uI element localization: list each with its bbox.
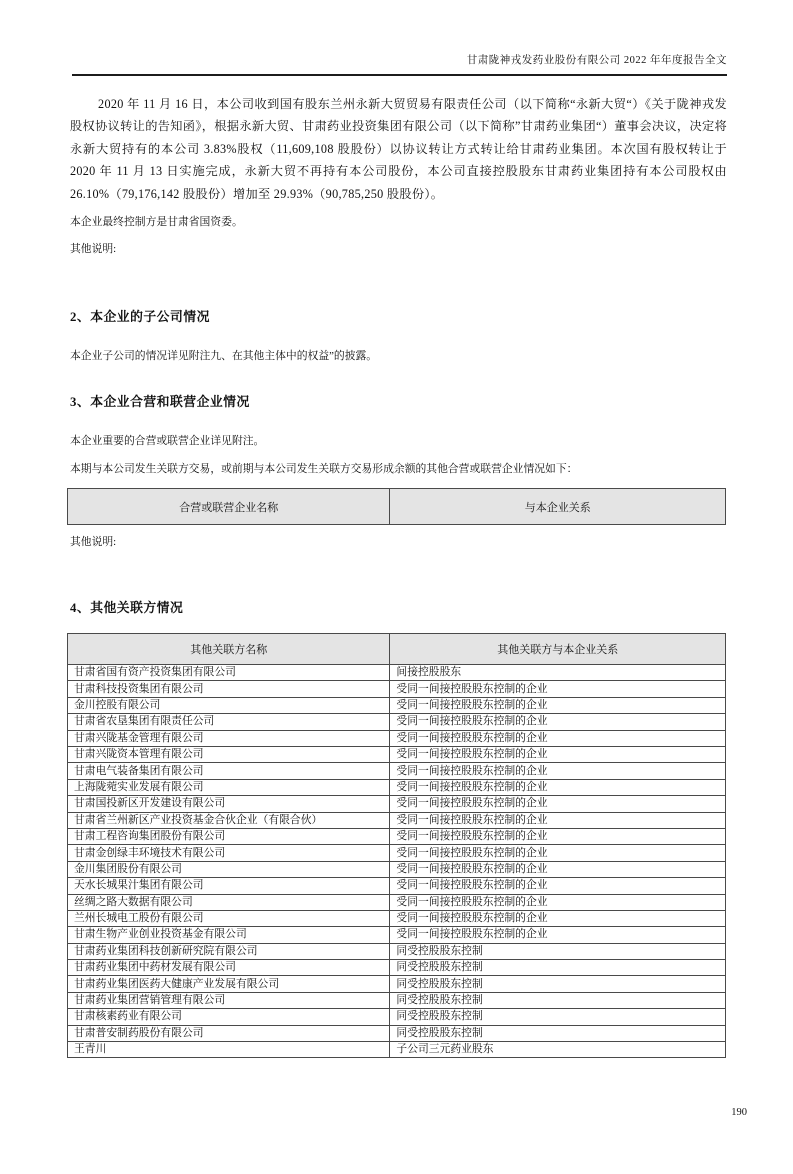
table-cell: 受同一间接控股股东控制的企业 (390, 812, 726, 828)
section-2-body: 本企业子公司的情况详见附注九、在其他主体中的权益”的披露。 (70, 350, 378, 363)
table-cell: 甘肃科技投资集团有限公司 (68, 681, 390, 697)
related-party-row (68, 796, 726, 812)
table-cell: 同受控股股东控制 (390, 1025, 726, 1041)
table-cell: 甘肃国投新区开发建设有限公司 (68, 796, 390, 812)
section-3-heading: 3、本企业合营和联营企业情况 (70, 395, 250, 410)
table-cell: 受同一间接控股股东控制的企业 (390, 763, 726, 779)
related-party-row (68, 845, 726, 861)
table-cell: 丝绸之路大数据有限公司 (68, 894, 390, 910)
table-cell: 同受控股股东控制 (390, 943, 726, 959)
report-page (0, 52, 793, 1174)
related-party-row (68, 730, 726, 746)
related-party-row (68, 763, 726, 779)
related-party-row (68, 894, 726, 910)
table-cell: 受同一间接控股股东控制的企业 (390, 894, 726, 910)
related-party-row (68, 812, 726, 828)
table-cell: 甘肃省国有资产投资集团有限公司 (68, 665, 390, 681)
table-cell: 甘肃普安制药股份有限公司 (68, 1025, 390, 1041)
table-cell: 同受控股股东控制 (390, 992, 726, 1008)
section-3-body-1: 本企业重要的合营或联营企业详见附注。 (70, 435, 265, 448)
table-cell: 受同一间接控股股东控制的企业 (390, 681, 726, 697)
table-cell: 甘肃药业集团医药大健康产业发展有限公司 (68, 976, 390, 992)
table-cell: 甘肃药业集团中药材发展有限公司 (68, 960, 390, 976)
table-cell: 子公司三元药业股东 (390, 1042, 726, 1058)
table-cell: 间接控股股东 (390, 665, 726, 681)
table-cell: 受同一间接控股股东控制的企业 (390, 845, 726, 861)
page-header (72, 52, 727, 76)
related-party-row (68, 681, 726, 697)
table-cell: 甘肃核素药业有限公司 (68, 1009, 390, 1025)
table-cell: 同受控股股东控制 (390, 960, 726, 976)
table-cell: 受同一间接控股股东控制的企业 (390, 861, 726, 877)
joint-venture-table (67, 488, 726, 525)
table-cell: 甘肃兴陇资本管理有限公司 (68, 746, 390, 762)
other-notes-label-1: 其他说明: (70, 243, 117, 256)
table-cell: 金川控股有限公司 (68, 697, 390, 713)
equity-transfer-paragraph: 2020 年 11 月 16 日，本公司收到国有股东兰州永新大贸贸易有限责任公司（以下简称“永新大贸“）《关于陇神戎发股权协议转让的告知函》，根据永新大贸、甘肃药业投资集团有限公司（以下简称”甘肃药业集团“）董事会决议，决定将永新大贸持有的本公司 3.83%股权（11,609,108 股股份）以协议转让方式转让给甘肃药业集团。本次国有股权转让于 2020 年 11 月 13 日实施完成，永新大贸不再持有本公司股份，本公司直接控股股东甘肃药业集团持有本公司股权由 26.10%（79,176,142 股股份）增加至 29.93%（90,785,250 股股份）。 (70, 97, 727, 201)
table-cell: 受同一间接控股股东控制的企业 (390, 878, 726, 894)
table-header-row (68, 489, 726, 525)
table-cell: 受同一间接控股股东控制的企业 (390, 927, 726, 943)
related-party-row (68, 1042, 726, 1058)
table-cell: 甘肃省农垦集团有限责任公司 (68, 714, 390, 730)
related-parties-table (67, 633, 726, 1058)
table-cell: 甘肃工程咨询集团股份有限公司 (68, 828, 390, 844)
related-party-row (68, 714, 726, 730)
table-cell: 天水长城果汁集团有限公司 (68, 878, 390, 894)
related-party-name-header: 其他关联方名称 (68, 634, 390, 665)
section-4-heading: 4、其他关联方情况 (70, 601, 184, 616)
related-party-row (68, 960, 726, 976)
related-party-row (68, 665, 726, 681)
related-party-row (68, 861, 726, 877)
section-2-heading: 2、本企业的子公司情况 (70, 310, 210, 325)
table-cell: 受同一间接控股股东控制的企业 (390, 730, 726, 746)
table-cell: 受同一间接控股股东控制的企业 (390, 714, 726, 730)
related-party-row (68, 697, 726, 713)
table-cell: 甘肃电气装备集团有限公司 (68, 763, 390, 779)
related-party-row (68, 878, 726, 894)
related-party-row (68, 992, 726, 1008)
page-number: 190 (731, 1107, 747, 1118)
jv-relation-header: 与本企业关系 (390, 489, 726, 525)
table-cell: 受同一间接控股股东控制的企业 (390, 910, 726, 926)
related-party-row (68, 927, 726, 943)
table-cell: 上海陇菀实业发展有限公司 (68, 779, 390, 795)
related-party-row (68, 943, 726, 959)
related-party-row (68, 976, 726, 992)
table-cell: 甘肃金创绿丰环境技术有限公司 (68, 845, 390, 861)
table-cell: 受同一间接控股股东控制的企业 (390, 746, 726, 762)
table-cell: 甘肃药业集团营销管理有限公司 (68, 992, 390, 1008)
table-cell: 受同一间接控股股东控制的企业 (390, 697, 726, 713)
table-cell: 金川集团股份有限公司 (68, 861, 390, 877)
related-party-row (68, 1025, 726, 1041)
report-title: 甘肃陇神戎发药业股份有限公司 2022 年年度报告全文 (466, 55, 727, 66)
related-party-row (68, 828, 726, 844)
table-cell: 甘肃兴陇基金管理有限公司 (68, 730, 390, 746)
related-party-row (68, 1009, 726, 1025)
related-party-row (68, 779, 726, 795)
page-content (70, 93, 727, 1058)
table-cell: 甘肃药业集团科技创新研究院有限公司 (68, 943, 390, 959)
other-notes-label-2: 其他说明: (70, 536, 117, 549)
table-cell: 受同一间接控股股东控制的企业 (390, 828, 726, 844)
related-party-row (68, 746, 726, 762)
table-cell: 受同一间接控股股东控制的企业 (390, 796, 726, 812)
ultimate-controller-note: 本企业最终控制方是甘肃省国资委。 (70, 216, 243, 229)
table-cell: 同受控股股东控制 (390, 976, 726, 992)
table-cell: 同受控股股东控制 (390, 1009, 726, 1025)
table-cell: 受同一间接控股股东控制的企业 (390, 779, 726, 795)
table-cell: 甘肃省兰州新区产业投资基金合伙企业（有限合伙） (68, 812, 390, 828)
table-cell: 甘肃生物产业创业投资基金有限公司 (68, 927, 390, 943)
related-party-relation-header: 其他关联方与本企业关系 (390, 634, 726, 665)
related-party-row (68, 910, 726, 926)
jv-name-header: 合营或联营企业名称 (68, 489, 390, 525)
table-cell: 王青川 (68, 1042, 390, 1058)
table-header-row (68, 634, 726, 665)
table-cell: 兰州长城电工股份有限公司 (68, 910, 390, 926)
section-3-body-2: 本期与本公司发生关联方交易，或前期与本公司发生关联方交易形成余额的其他合营或联营企业情况如下： (70, 463, 578, 476)
